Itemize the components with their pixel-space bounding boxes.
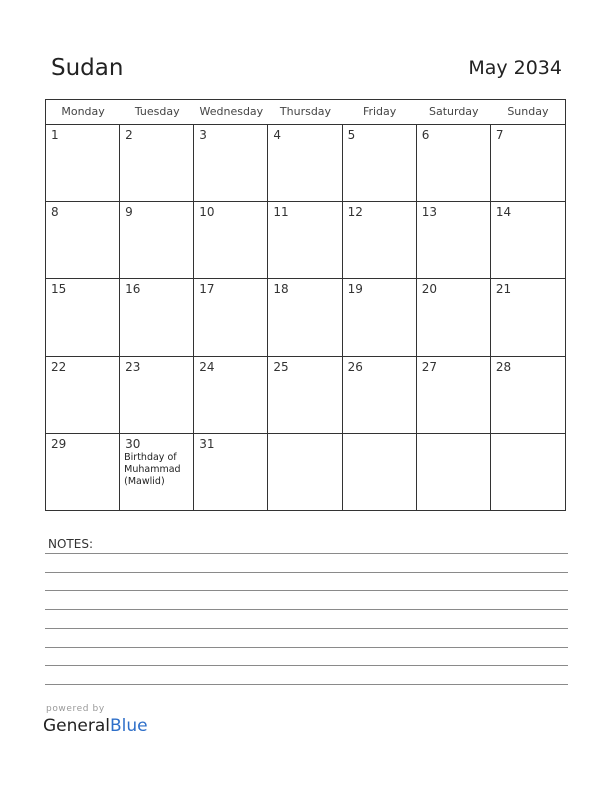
day-number: 21 [495, 282, 512, 297]
day-number: 7 [495, 128, 504, 142]
calendar-grid [45, 99, 566, 511]
day-cell [194, 434, 268, 511]
month-year-title: May 2034 [468, 57, 562, 79]
weekday-header-row [46, 100, 565, 125]
day-cell [46, 279, 120, 356]
day-cell [120, 434, 194, 511]
day-cell [46, 434, 120, 511]
day-cell [491, 202, 565, 279]
powered-by-text: powered by [46, 704, 105, 714]
day-number: 5 [347, 128, 356, 142]
day-number: 16 [125, 282, 141, 297]
weekday-saturday: Saturday [428, 105, 479, 118]
day-cell [417, 202, 491, 279]
day-cell [417, 279, 491, 356]
notes-label: NOTES: [48, 537, 93, 551]
day-number: 24 [199, 359, 215, 374]
day-cell [194, 125, 268, 202]
day-number: 10 [199, 205, 215, 220]
day-number: 15 [51, 282, 67, 297]
day-cell [46, 202, 120, 279]
day-number: 12 [347, 205, 363, 220]
day-cell [343, 125, 417, 202]
weekday-sunday: Sunday [507, 105, 549, 118]
day-number: 6 [421, 128, 430, 142]
day-cell [46, 357, 120, 434]
day-cell [343, 202, 417, 279]
notes-line [45, 590, 568, 591]
weekday-thursday: Thursday [279, 105, 332, 118]
day-number: 8 [51, 205, 59, 220]
day-number: 9 [125, 205, 133, 220]
country-title: Sudan [51, 55, 124, 81]
day-cell [268, 434, 342, 511]
day-cell [194, 279, 268, 356]
day-number: 29 [51, 436, 67, 451]
notes-line [45, 665, 568, 666]
day-number: 20 [421, 282, 437, 297]
weekday-tuesday: Tuesday [134, 105, 180, 118]
notes-line [45, 609, 568, 610]
brand-general: General [43, 716, 110, 736]
notes-line [45, 572, 568, 573]
day-cell [491, 125, 565, 202]
day-number: 23 [125, 359, 141, 374]
day-number: 28 [495, 359, 512, 374]
day-cell [46, 125, 120, 202]
day-cell [417, 125, 491, 202]
day-cell [268, 125, 342, 202]
day-number: 2 [125, 128, 133, 142]
day-number: 1 [51, 128, 59, 142]
day-number: 27 [421, 359, 437, 374]
day-number: 31 [199, 436, 215, 451]
weekday-monday: Monday [61, 105, 105, 118]
day-cell [194, 357, 268, 434]
day-cell [417, 357, 491, 434]
day-cell [120, 279, 194, 356]
day-cell [268, 279, 342, 356]
brand-blue: Blue [110, 716, 148, 736]
day-number: 4 [273, 128, 282, 142]
generalblue-logo [43, 716, 148, 736]
day-cell [268, 357, 342, 434]
day-cell [120, 357, 194, 434]
day-number: 17 [199, 282, 215, 297]
day-cell [343, 279, 417, 356]
day-number: 22 [51, 359, 67, 374]
day-cell [343, 357, 417, 434]
day-cell [194, 202, 268, 279]
notes-line [45, 628, 568, 629]
notes-line [45, 553, 568, 554]
day-number: 25 [273, 359, 289, 374]
day-cell [120, 125, 194, 202]
weekday-wednesday: Wednesday [199, 105, 264, 118]
holiday-label: Birthday of Muhammad (Mawlid) [124, 451, 181, 487]
weekday-friday: Friday [362, 105, 397, 118]
notes-line [45, 647, 568, 648]
day-cell [417, 434, 491, 511]
day-cell [491, 357, 565, 434]
day-number: 11 [273, 205, 289, 220]
notes-line [45, 684, 568, 685]
day-cell [491, 279, 565, 356]
day-number: 30 [125, 436, 141, 451]
day-cell [120, 202, 194, 279]
day-cells [46, 125, 565, 511]
day-number: 13 [421, 205, 437, 220]
day-cell [343, 434, 417, 511]
day-number: 14 [495, 205, 512, 220]
day-number: 19 [347, 282, 363, 297]
day-number: 26 [347, 359, 363, 374]
day-cell [268, 202, 342, 279]
day-number: 3 [199, 128, 207, 142]
day-cell [491, 434, 565, 511]
day-number: 18 [273, 282, 289, 297]
